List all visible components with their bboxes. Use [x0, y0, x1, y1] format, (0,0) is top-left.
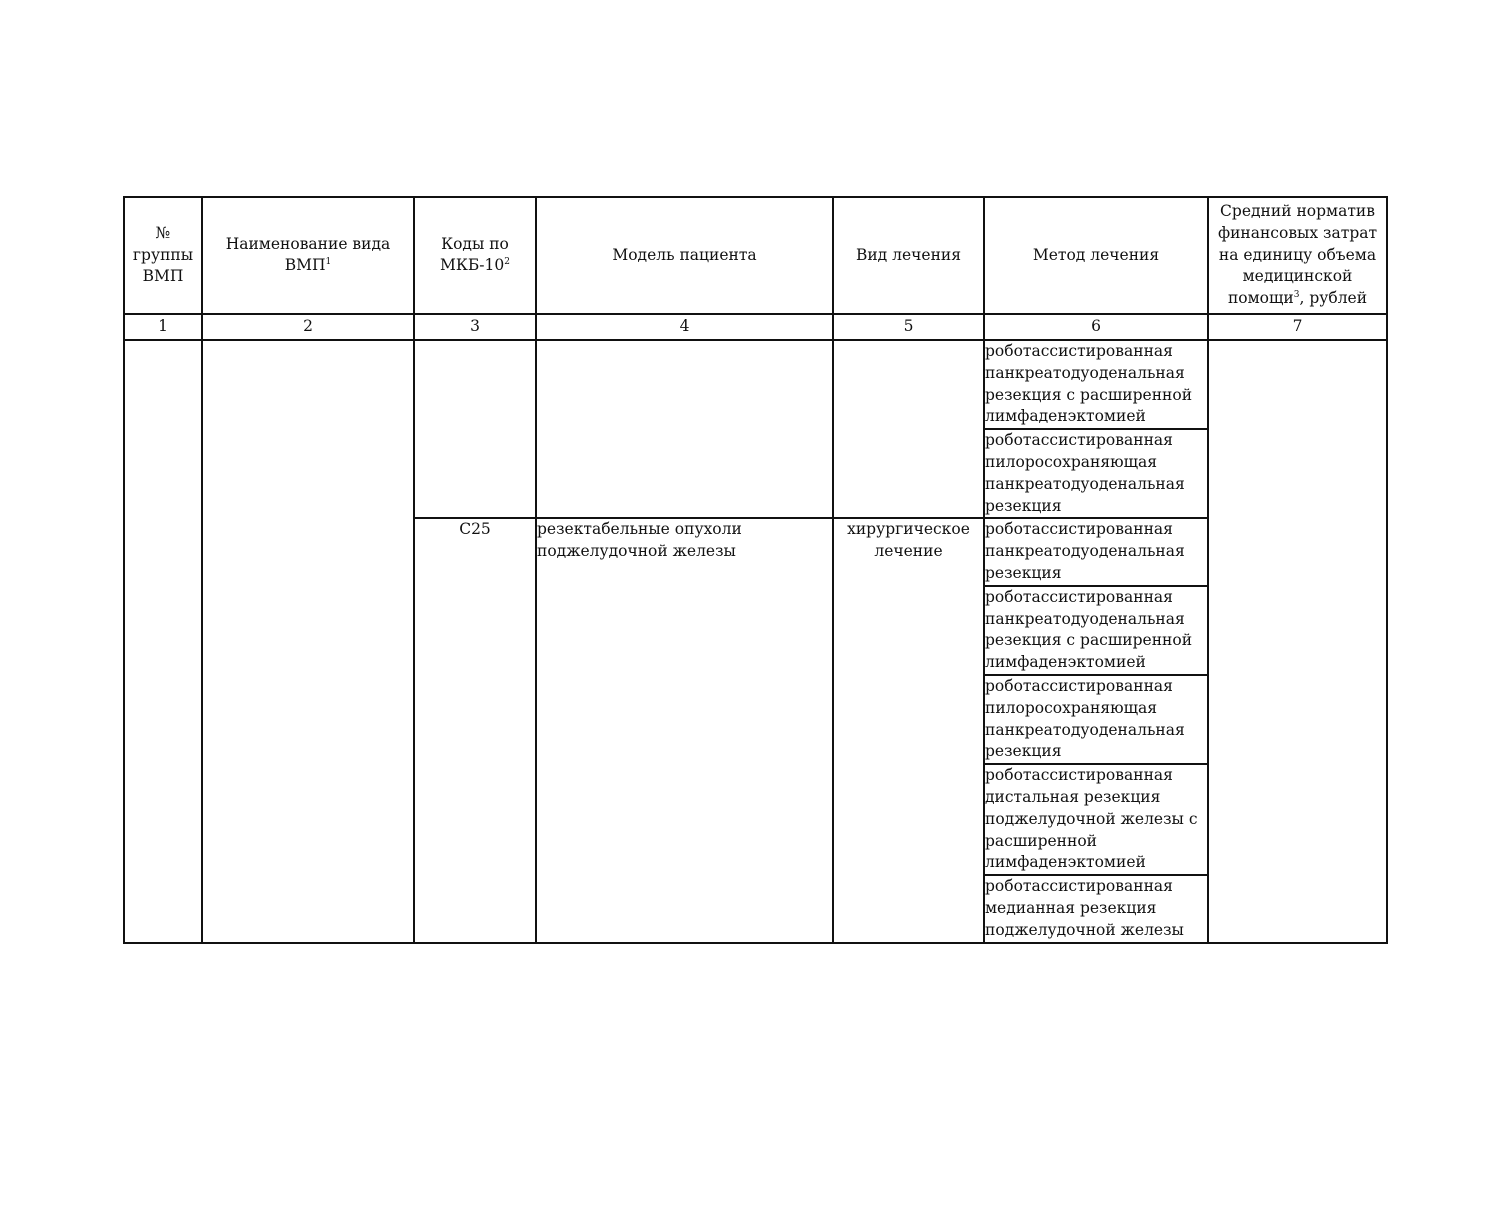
cell-icd-code [414, 340, 536, 518]
header-row [124, 197, 1387, 314]
cell-vmp-name [202, 340, 414, 943]
cell-treatment-type [833, 340, 984, 518]
header-treatment-type: Вид лечения [833, 197, 984, 314]
cell-treatment-method: роботассистированная пилоросохраняющая панкреатодуоденальная резекция [984, 429, 1208, 518]
cell-treatment-method: роботассистированная панкреатодуоденальная резекция [984, 518, 1208, 585]
column-number: 6 [984, 314, 1208, 340]
cell-treatment-method: роботассистированная медианная резекция поджелудочной железы [984, 875, 1208, 942]
cell-patient-model: резектабельные опухоли поджелудочной железы [536, 518, 833, 942]
header-group-number: № группы ВМП [124, 197, 202, 314]
column-number: 2 [202, 314, 414, 340]
column-number-row [124, 314, 1387, 340]
cell-treatment-method: роботассистированная пилоросохраняющая панкреатодуоденальная резекция [984, 675, 1208, 764]
cell-cost-standard [1208, 340, 1387, 943]
cell-treatment-type: хирургическое лечение [833, 518, 984, 942]
column-number: 1 [124, 314, 202, 340]
column-number: 3 [414, 314, 536, 340]
header-patient-model: Модель пациента [536, 197, 833, 314]
header-cost-standard: Средний норматив финансовых затрат на единицу объема медицинской помощи$^3$, рублей [1208, 197, 1387, 314]
header-treatment-method: Метод лечения [984, 197, 1208, 314]
cell-patient-model [536, 340, 833, 518]
header-vmp-name: Наименование вида ВМП$^1$ [202, 197, 414, 314]
table-row [124, 340, 1387, 429]
column-number: 7 [1208, 314, 1387, 340]
cell-treatment-method: роботассистированная панкреатодуоденальная резекция с расширенной лимфаденэктомией [984, 340, 1208, 429]
vmp-table [123, 196, 1388, 944]
cell-group-number [124, 340, 202, 943]
cell-treatment-method: роботассистированная дистальная резекция поджелудочной железы с расширенной лимфаденэктомией [984, 764, 1208, 875]
header-icd-codes: Коды по МКБ-$10^2$ [414, 197, 536, 314]
column-number: 5 [833, 314, 984, 340]
cell-treatment-method: роботассистированная панкреатодуоденальная резекция с расширенной лимфаденэктомией [984, 586, 1208, 675]
column-number: 4 [536, 314, 833, 340]
cell-icd-code: C25 [414, 518, 536, 942]
